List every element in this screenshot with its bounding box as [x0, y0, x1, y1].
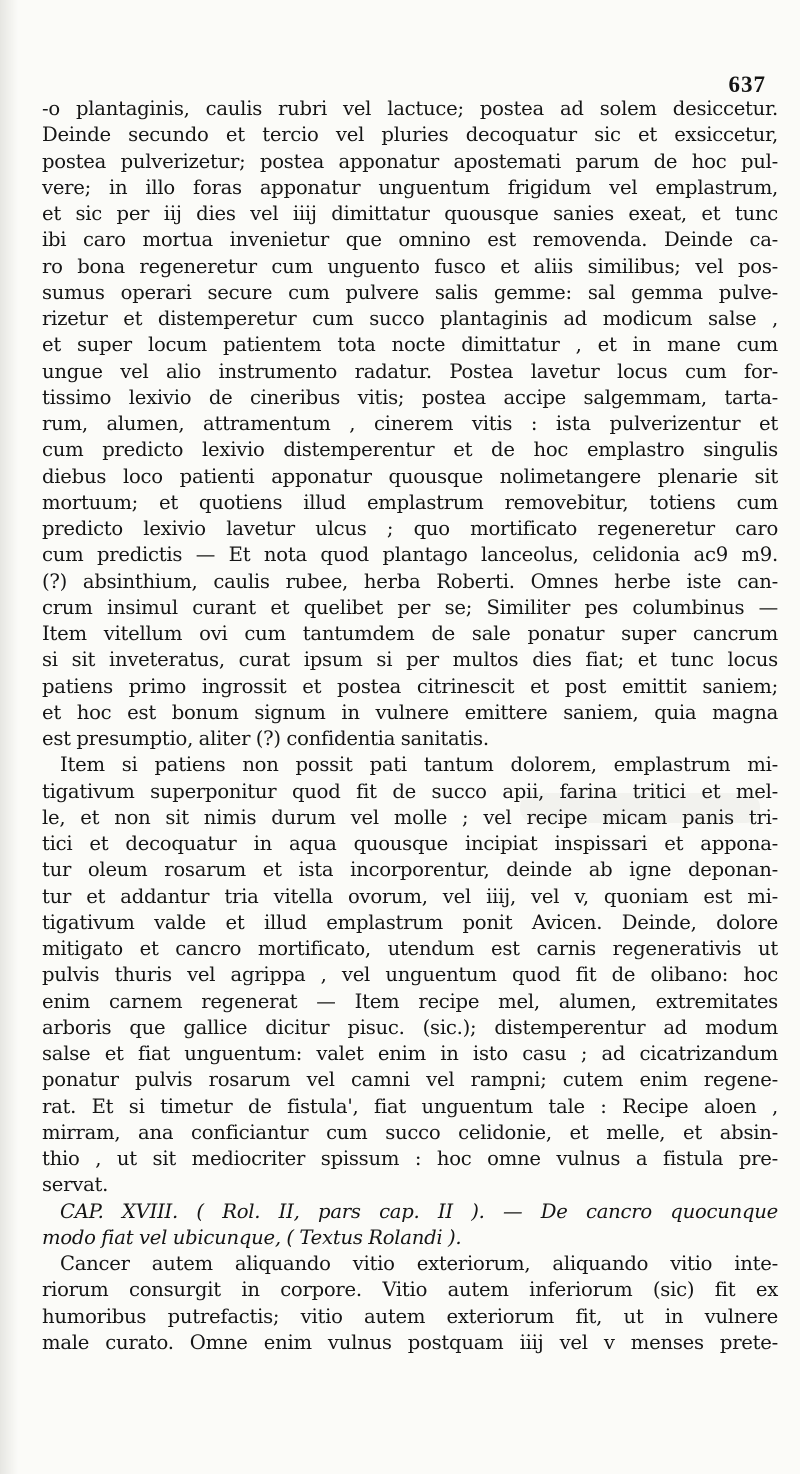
text-line: patiens primo ingrossit et postea citrinescit et post emittit saniem;: [42, 674, 778, 698]
text-line: tigativum superponitur quod fit de succo apii, farina tritici et mel-: [42, 779, 778, 803]
text-line: le, et non sit nimis durum vel molle ; vel recipe micam panis tri-: [42, 805, 778, 829]
text-line: male curato. Omne enim vulnus postquam iiij vel v menses prete-: [42, 1330, 778, 1354]
text-line: cum predictis — Et nota quod plantago lanceolus, celidonia ac9 m9.: [42, 543, 778, 567]
chapter-heading-line: modo fiat vel ubicunque, ( Textus Rolandi ).: [42, 1225, 462, 1249]
text-line: postea pulverizetur; postea apponatur apostemati parum de hoc pul-: [42, 149, 778, 173]
text-line: Item vitellum ovi cum tantumdem de sale ponatur super cancrum: [42, 622, 778, 645]
text-line: servat.: [42, 1173, 109, 1197]
text-line: mirram, ana conficiantur cum succo celidonie, et melle, et absin-: [42, 1120, 778, 1144]
text-line: si sit inveteratus, curat ipsum si per multos dies fiat; et tunc locus: [42, 648, 778, 672]
text-line: salse et fiat unguentum: valet enim in isto casu ; ad cicatrizandum: [42, 1042, 778, 1065]
text-line: tur oleum rosarum et ista incorporentur, deinde ab igne deponan-: [42, 858, 778, 882]
text-line: sumus operari secure cum pulvere salis gemme: sal gemma pulve-: [42, 280, 778, 304]
text-line: ro bona regeneretur cum unguento fusco et aliis similibus; vel pos-: [42, 254, 778, 278]
text-line: ponatur pulvis rosarum vel camni vel rampni; cutem enim regene-: [42, 1068, 778, 1092]
text-line: et super locum patientem tota nocte dimittatur , et in mane cum: [42, 333, 778, 357]
text-line: et sic per iij dies vel iiij dimittatur quousque sanies exeat, et tunc: [42, 202, 778, 225]
text-line: predicto lexivio lavetur ulcus ; quo mortificato regeneretur caro: [42, 517, 778, 540]
text-line: mitigato et cancro mortificato, utendum est carnis regenerativis ut: [42, 937, 778, 960]
text-line: rum, alumen, attramentum , cinerem vitis : ista pulverizentur et: [42, 412, 778, 435]
page-edge-shadow: [0, 0, 18, 1474]
text-line: vere; in illo foras apponatur unguentum frigidum vel emplastrum,: [42, 175, 778, 199]
text-line: enim carnem regenerat — Item recipe mel, alumen, extremitates: [42, 989, 778, 1013]
text-line: rat. Et si timetur de fistula', fiat unguentum tale : Recipe aloen ,: [42, 1094, 778, 1118]
text-line: humoribus putrefactis; vitio autem exteriorum fit, ut in vulnere: [42, 1304, 778, 1328]
text-line: -o plantaginis, caulis rubri vel lactuce; postea ad solem desiccetur.: [42, 97, 778, 120]
text-line: mortuum; et quotiens illud emplastrum removebitur, totiens cum: [42, 490, 778, 514]
text-line: arboris que gallice dicitur pisuc. (sic.); distemperentur ad modum: [42, 1015, 778, 1039]
text-line: diebus loco patienti apponatur quousque nolimetangere plenarie sit: [42, 464, 778, 488]
text-line: cum predicto lexivio distemperentur et de hoc emplastro singulis: [42, 438, 778, 462]
text-line: riorum consurgit in corpore. Vitio autem inferiorum (sic) fit ex: [42, 1278, 778, 1302]
text-line: ungue vel alio instrumento radatur. Postea lavetur locus cum for-: [42, 359, 778, 383]
text-line: rizetur et distemperetur cum succo plantaginis ad modicum salse ,: [42, 307, 778, 330]
text-line: thio , ut sit mediocriter spissum : hoc omne vulnus a fistula pre-: [42, 1147, 778, 1170]
text-line: pulvis thuris vel agrippa , vel unguentum quod fit de olibano: hoc: [42, 963, 778, 987]
chapter-heading-line: CAP. XVIII. ( Rol. II, pars cap. II ). — De cancro quocunque: [60, 1199, 778, 1223]
text-line: est presumptio, aliter (?) confidentia sanitatis.: [42, 727, 489, 750]
text-line: crum insimul curant et quelibet per se; Similiter pes columbinus —: [42, 595, 778, 619]
page-number: 637: [728, 72, 766, 97]
text-line: Deinde secundo et tercio vel pluries decoquatur sic et exsiccetur,: [42, 123, 778, 147]
text-line: tici et decoquatur in aqua quousque incipiat inspissari et appona-: [42, 832, 778, 855]
text-line: tur et addantur tria vitella ovorum, vel iiij, vel v, quoniam est mi-: [42, 884, 778, 908]
text-line: (?) absinthium, caulis rubee, herba Roberti. Omnes herbe iste can-: [42, 569, 778, 593]
text-line: Cancer autem aliquando vitio exteriorum, aliquando vitio inte-: [60, 1252, 778, 1275]
body-text: [42, 96, 778, 1356]
text-line: tigativum valde et illud emplastrum ponit Avicen. Deinde, dolore: [42, 910, 778, 934]
text-line: Item si patiens non possit pati tantum dolorem, emplastrum mi-: [60, 753, 778, 777]
text-line: tissimo lexivio de cineribus vitis; postea accipe salgemmam, tarta-: [42, 385, 778, 409]
text-line: et hoc est bonum signum in vulnere emittere saniem, quia magna: [42, 700, 778, 724]
text-line: ibi caro mortua invenietur que omnino est removenda. Deinde ca-: [42, 228, 778, 252]
